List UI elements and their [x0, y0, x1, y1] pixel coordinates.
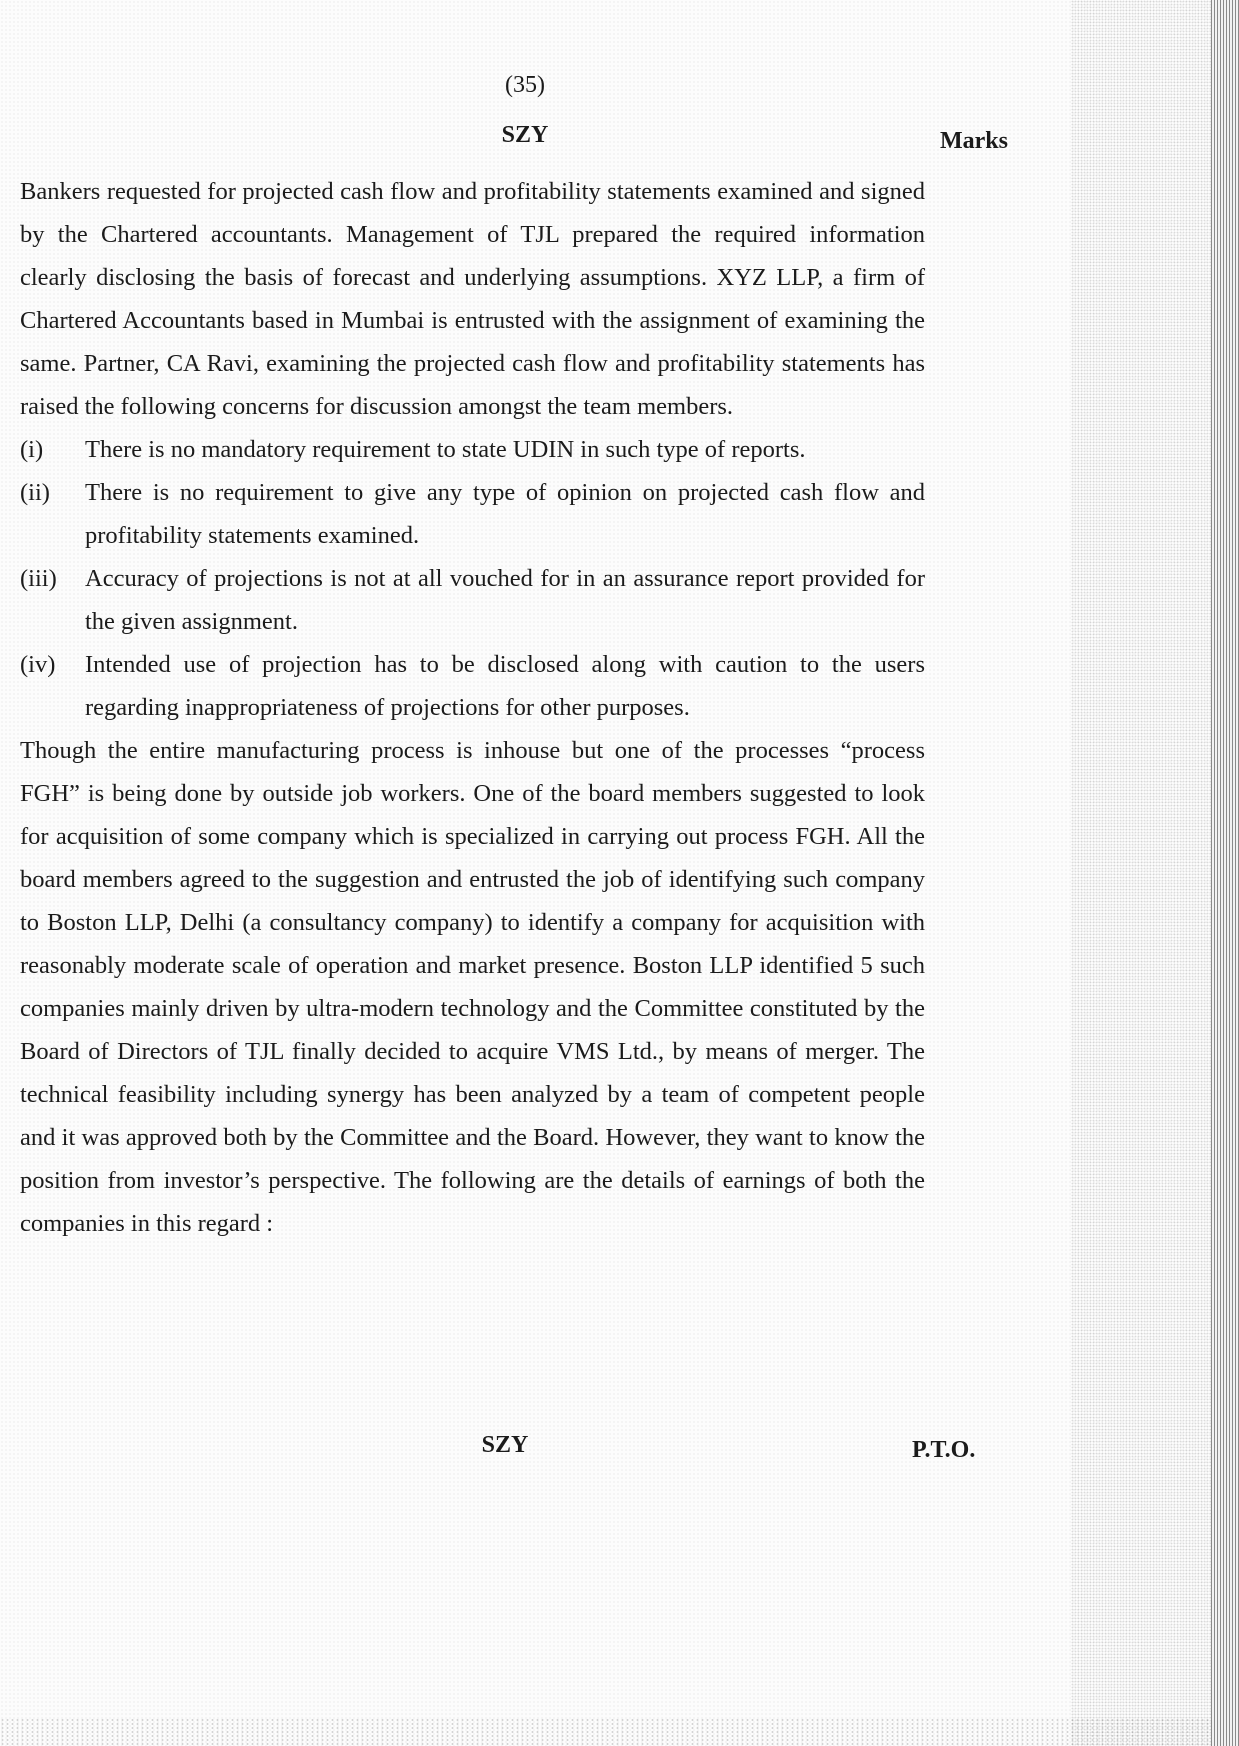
scan-edge-shade [1071, 0, 1211, 1746]
footer-code: SZY [481, 1432, 529, 1458]
concern-item [20, 643, 925, 729]
concern-item [20, 428, 925, 471]
concern-number: (ii) [20, 479, 50, 506]
page-number: (35) [505, 72, 545, 98]
scan-bottom-noise [0, 1718, 1211, 1746]
concern-number: (i) [20, 436, 44, 463]
concern-item [20, 557, 925, 643]
concern-text: There is no requirement to give any type of opinion on projected cash flow and profitability statements examined. [85, 479, 925, 549]
concern-text: Intended use of projection has to be disclosed along with caution to the users regarding inappropriateness of projections for other purposes. [85, 651, 925, 721]
concern-number: (iii) [20, 565, 57, 592]
pto-label: P.T.O. [912, 1437, 976, 1463]
marks-label: Marks [940, 128, 1008, 154]
paragraph-acquisition: Though the entire manufacturing process is inhouse but one of the processes “process FGH” is being done by outside job workers. One of the board members suggested to look for acquisition of some company which is specialized in carrying out process FGH. All the board members agreed to the suggestion and entrusted the job of identifying such company to Boston LLP, Delhi (a consultancy company) to identify a company for acquisition with reasonably moderate scale of operation and market presence. Boston LLP identified 5 such companies mainly driven by ultra-modern technology and the Committee constituted by the Board of Directors of TJL finally decided to acquire VMS Ltd., by means of merger. The technical feasibility including synergy has been analyzed by a team of competent people and it was approved both by the Committee and the Board. However, they want to know the position from investor’s perspective. The following are the details of earnings of both the companies in this regard : [20, 737, 925, 1237]
concerns-list [20, 428, 925, 729]
concern-text: Accuracy of projections is not at all vouched for in an assurance report provided for the given assignment. [85, 565, 925, 635]
paragraph-bankers-request: Bankers requested for projected cash flow and profitability statements examined and signed by the Chartered accountants. Management of TJL prepared the required information clearly disclosing the basis of forecast and underlying assumptions. XYZ LLP, a firm of Chartered Accountants based in Mumbai is entrusted with the assignment of examining the same. Partner, CA Ravi, examining the projected cash flow and profitability statements has raised the following concerns for discussion amongst the team members. [20, 178, 925, 420]
header-code: SZY [501, 122, 549, 148]
scan-right-edge [1211, 0, 1239, 1746]
question-body [20, 170, 925, 1245]
concern-item [20, 471, 925, 557]
concern-number: (iv) [20, 651, 56, 678]
concern-text: There is no mandatory requirement to state UDIN in such type of reports. [85, 436, 806, 463]
